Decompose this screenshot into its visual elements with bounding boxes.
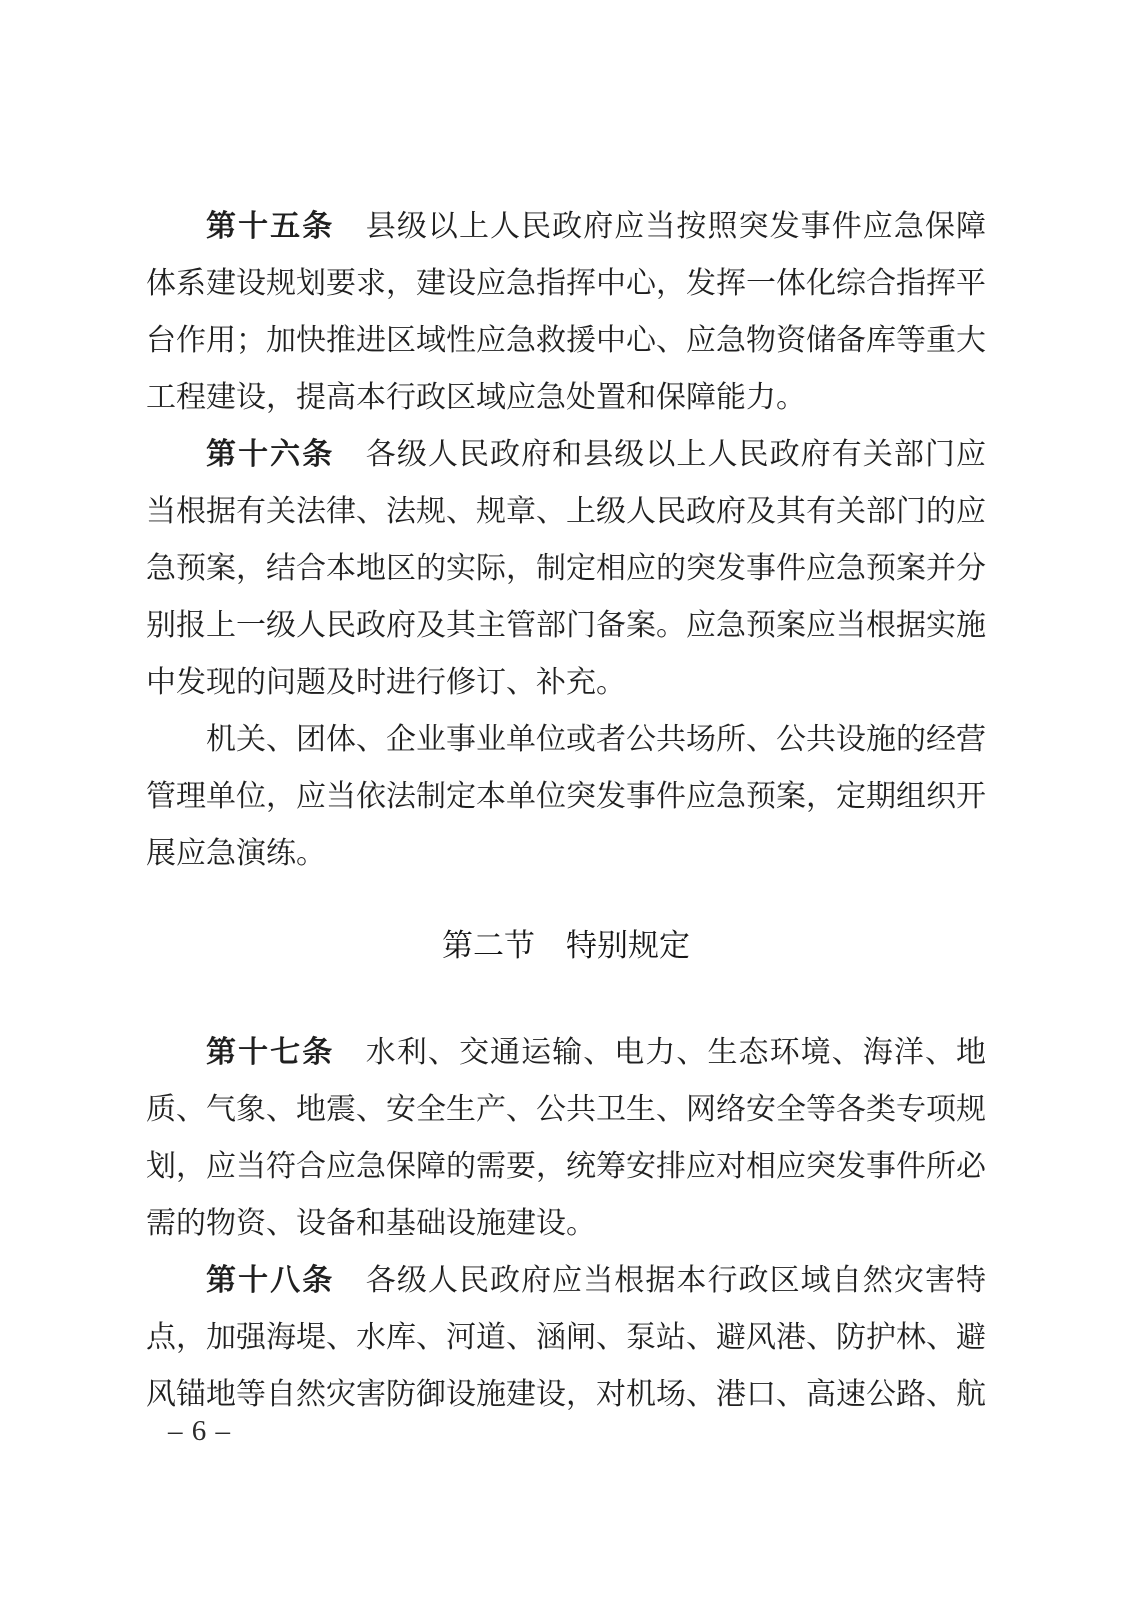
article-16-paragraph-2 (146, 711, 986, 882)
article-15-text: 县级以上人民政府应当按照突发事件应急保障体系建设规划要求，建设应急指挥中心，发挥一体化综合指挥平台作用；加快推进区域性应急救援中心、应急物资储备库等重大工程建设，提高本行政区域应急处置和保障能力。 (146, 210, 987, 414)
article-16-paragraph-2-text: 机关、团体、企业事业单位或者公共场所、公共设施的经营管理单位，应当依法制定本单位突发事件应急预案，定期组织开展应急演练。 (146, 723, 986, 870)
article-18-number: 第十八条 (206, 1264, 335, 1297)
article-16-number: 第十六条 (206, 438, 335, 471)
article-18-paragraph (146, 1252, 986, 1423)
article-15-paragraph (146, 198, 986, 426)
article-18-text: 各级人民政府应当根据本行政区域自然灾害特点，加强海堤、水库、河道、涵闸、泵站、避风港、防护林、避风锚地等自然灾害防御设施建设，对机场、港口、高速公路、航 (146, 1264, 987, 1411)
article-16-text: 各级人民政府和县级以上人民政府有关部门应当根据有关法律、法规、规章、上级人民政府及其有关部门的应急预案，结合本地区的实际，制定相应的突发事件应急预案并分别报上一级人民政府及其主管部门备案。应急预案应当根据实施中发现的问题及时进行修订、补充。 (146, 438, 987, 699)
article-16-paragraph (146, 426, 986, 711)
page-number: – 6 – (168, 1415, 231, 1447)
article-17-text: 水利、交通运输、电力、生态环境、海洋、地质、气象、地震、安全生产、公共卫生、网络安全等各类专项规划，应当符合应急保障的需要，统筹安排应对相应突发事件所必需的物资、设备和基础设施建设。 (146, 1036, 987, 1240)
section-2-heading: 第二节 特别规定 (442, 928, 690, 963)
article-15-number: 第十五条 (206, 210, 335, 243)
document-body (146, 198, 986, 1423)
article-17-number: 第十七条 (206, 1036, 335, 1069)
article-17-paragraph (146, 1024, 986, 1252)
